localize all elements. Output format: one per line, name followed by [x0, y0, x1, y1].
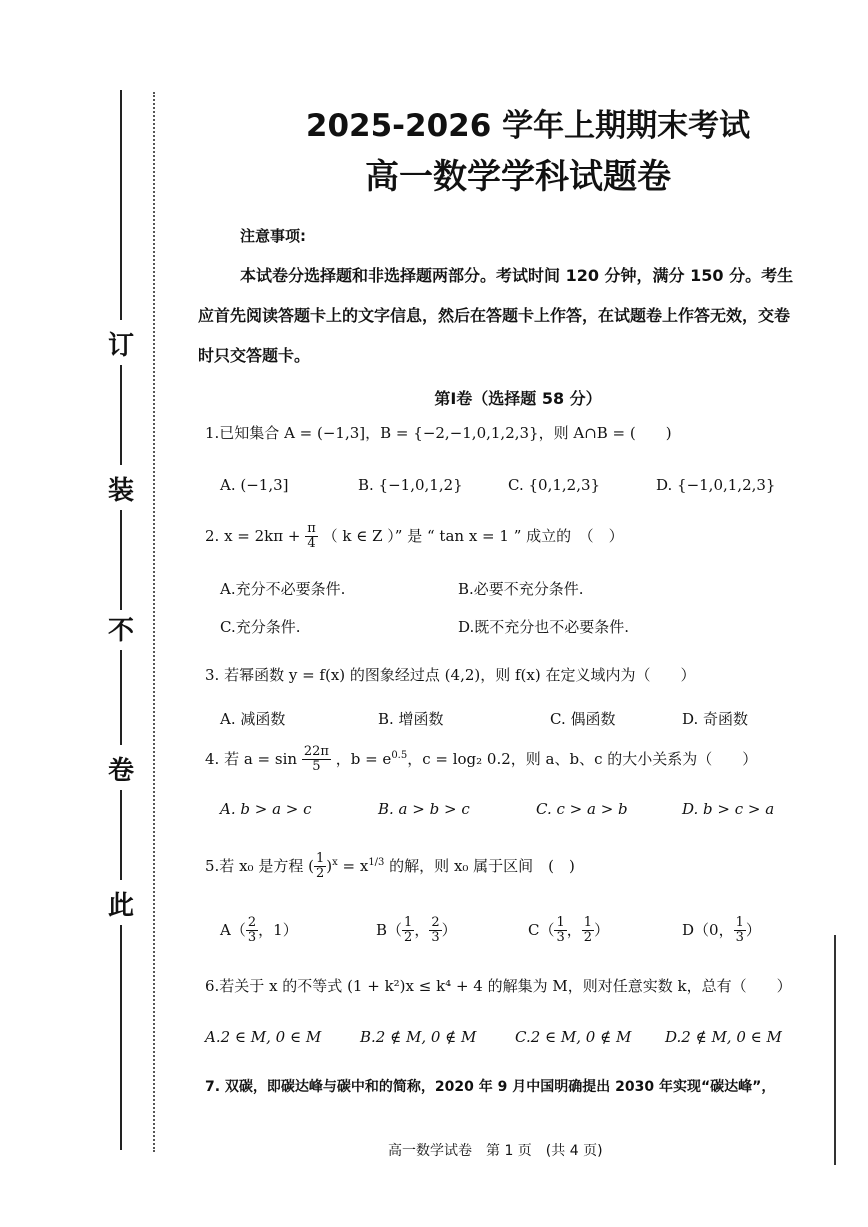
fraction-numerator: 2 [431, 915, 440, 930]
q4-fraction [302, 745, 331, 775]
binding-line [120, 925, 122, 1150]
binding-char: 卷 [107, 756, 134, 786]
q5-exponent-x: x [332, 856, 338, 868]
question-1: 1.已知集合 A = (−1,3]，B = {−2,−1,0,1,2,3}，则 A∩B = ( ) [205, 424, 672, 442]
q4-mid: ，b = e [335, 749, 392, 768]
fraction-denominator: 2 [404, 930, 413, 946]
option-label: B（ [376, 920, 403, 939]
option-value: 1 [273, 920, 283, 939]
option-c: C. 偶函数 [550, 710, 616, 728]
question-5 [205, 852, 575, 882]
binding-line [120, 650, 122, 745]
option-close: ） [594, 920, 610, 939]
option-c: C.充分条件. [220, 618, 301, 636]
question-2 [205, 522, 624, 552]
fraction-numerator: 22π [303, 744, 329, 759]
option-a: A. b > a > c [220, 800, 312, 818]
option-fraction [582, 916, 594, 946]
option-c: C. {0,1,2,3} [508, 476, 601, 494]
option-c: C. c > a > b [536, 800, 628, 818]
q4-exponent: 0.5 [391, 749, 408, 761]
option-b [376, 916, 457, 946]
option-b: B.2 ∉ M, 0 ∉ M [360, 1028, 477, 1046]
option-sep: ， [414, 920, 430, 939]
option-a: A.2 ∈ M, 0 ∈ M [205, 1028, 322, 1046]
question-3: 3. 若幂函数 y = f(x) 的图象经过点 (4,2)，则 f(x) 在定义域内为（ ） [205, 666, 696, 684]
fraction-numerator: 2 [247, 915, 257, 930]
fraction-numerator: 1 [735, 915, 744, 930]
q5-suffix: 的解，则 x₀ 属于区间 ( ) [384, 856, 575, 875]
q5-eq: = x [337, 856, 369, 875]
fraction-denominator: 3 [735, 930, 744, 946]
binding-char: 不 [107, 616, 134, 646]
exam-subtitle: 高一数学学科试题卷 [365, 157, 671, 198]
option-d: D. 奇函数 [682, 710, 749, 728]
option-b: B. a > b > c [378, 800, 470, 818]
option-d: D. {−1,0,1,2,3} [656, 476, 776, 494]
option-label: D（0， [682, 920, 734, 939]
fraction-denominator: 3 [431, 930, 440, 946]
option-close: ） [441, 920, 457, 939]
option-close: ） [282, 920, 298, 939]
binding-line [120, 510, 122, 610]
fraction-denominator: 3 [247, 930, 257, 946]
section-title: 第Ⅰ卷（选择题 58 分） [434, 388, 602, 408]
fraction-numerator: 1 [556, 915, 565, 930]
option-fraction [246, 916, 258, 946]
exam-title: 2025-2026 学年上期期末考试 [305, 108, 751, 144]
question-7: 7. 双碳，即碳达峰与碳中和的简称，2020 年 9 月中国明确提出 2030 年实现“碳达峰”， [205, 1079, 776, 1095]
header-content [198, 105, 798, 412]
option-d: D.既不充分也不必要条件. [458, 618, 630, 636]
option-sep: ， [566, 920, 582, 939]
fraction-numerator: 1 [404, 915, 413, 930]
fraction-denominator: 5 [312, 759, 321, 775]
page-edge-line [834, 935, 836, 1165]
option-a: A.充分不必要条件. [220, 580, 346, 598]
binding-line [120, 790, 122, 880]
fraction-denominator: 4 [307, 536, 316, 552]
option-b: B. 增函数 [378, 710, 444, 728]
binding-margin [100, 90, 156, 1150]
fraction-denominator: 3 [556, 930, 565, 946]
option-d: D. b > c > a [682, 800, 775, 818]
fraction-numerator: 1 [315, 851, 325, 866]
option-c: C.2 ∈ M, 0 ∉ M [515, 1028, 632, 1046]
option-fraction [554, 916, 566, 946]
option-a: A. 减函数 [220, 710, 286, 728]
question-4 [205, 745, 757, 775]
option-a [220, 916, 298, 946]
q5-exponent-frac: 1/3 [368, 856, 385, 868]
q4-suffix: ，c = log₂ 0.2，则 a、b、c 的大小关系为（ ） [407, 749, 758, 768]
binding-char: 装 [107, 476, 134, 506]
notice-body: 本试卷分选择题和非选择题两部分。考试时间 120 分钟，满分 150 分。考生应首先阅读答题卡上的文字信息，然后在答题卡上作答，在试题卷上作答无效，交卷时只交答题卡。 [198, 265, 794, 365]
q2-suffix: （ k ∈ Z ）” 是 “ tan x = 1 ” 成立的 （ ） [322, 526, 624, 545]
fraction-denominator: 2 [315, 866, 325, 882]
option-d: D.2 ∉ M, 0 ∈ M [665, 1028, 782, 1046]
binding-char: 订 [107, 331, 134, 361]
option-fraction [402, 916, 414, 946]
q5-prefix: 5.若 x₀ 是方程 ( [205, 856, 314, 875]
page-footer: 高一数学试卷 第 1 页 (共 4 页) [388, 1143, 603, 1159]
binding-line [120, 90, 122, 320]
dotted-cut-line [153, 92, 155, 1152]
fraction-numerator: π [307, 521, 316, 536]
option-b: B.必要不充分条件. [458, 580, 584, 598]
q5-fraction [314, 852, 326, 882]
option-sep: ， [258, 920, 274, 939]
option-label: A（ [220, 920, 246, 939]
binding-char: 此 [107, 891, 134, 921]
q4-prefix: 4. 若 a = sin [205, 749, 298, 768]
q2-prefix: 2. x = 2kπ + [205, 526, 301, 545]
option-label: C（ [528, 920, 555, 939]
question-6: 6.若关于 x 的不等式 (1 + k²)x ≤ k⁴ + 4 的解集为 M，则对任意实数 k，总有（ ） [205, 977, 792, 995]
option-c [528, 916, 609, 946]
option-close: ） [745, 920, 761, 939]
binding-line [120, 365, 122, 465]
q2-fraction [305, 522, 318, 552]
notice-heading: 注意事项: [240, 226, 306, 245]
option-b: B. {−1,0,1,2} [358, 476, 463, 494]
fraction-denominator: 2 [583, 930, 593, 946]
fraction-numerator: 1 [583, 915, 593, 930]
option-d [682, 916, 761, 946]
option-fraction [429, 916, 441, 946]
q5-mid: ) [326, 856, 333, 875]
option-fraction [734, 916, 746, 946]
option-a: A. (−1,3] [220, 476, 289, 494]
